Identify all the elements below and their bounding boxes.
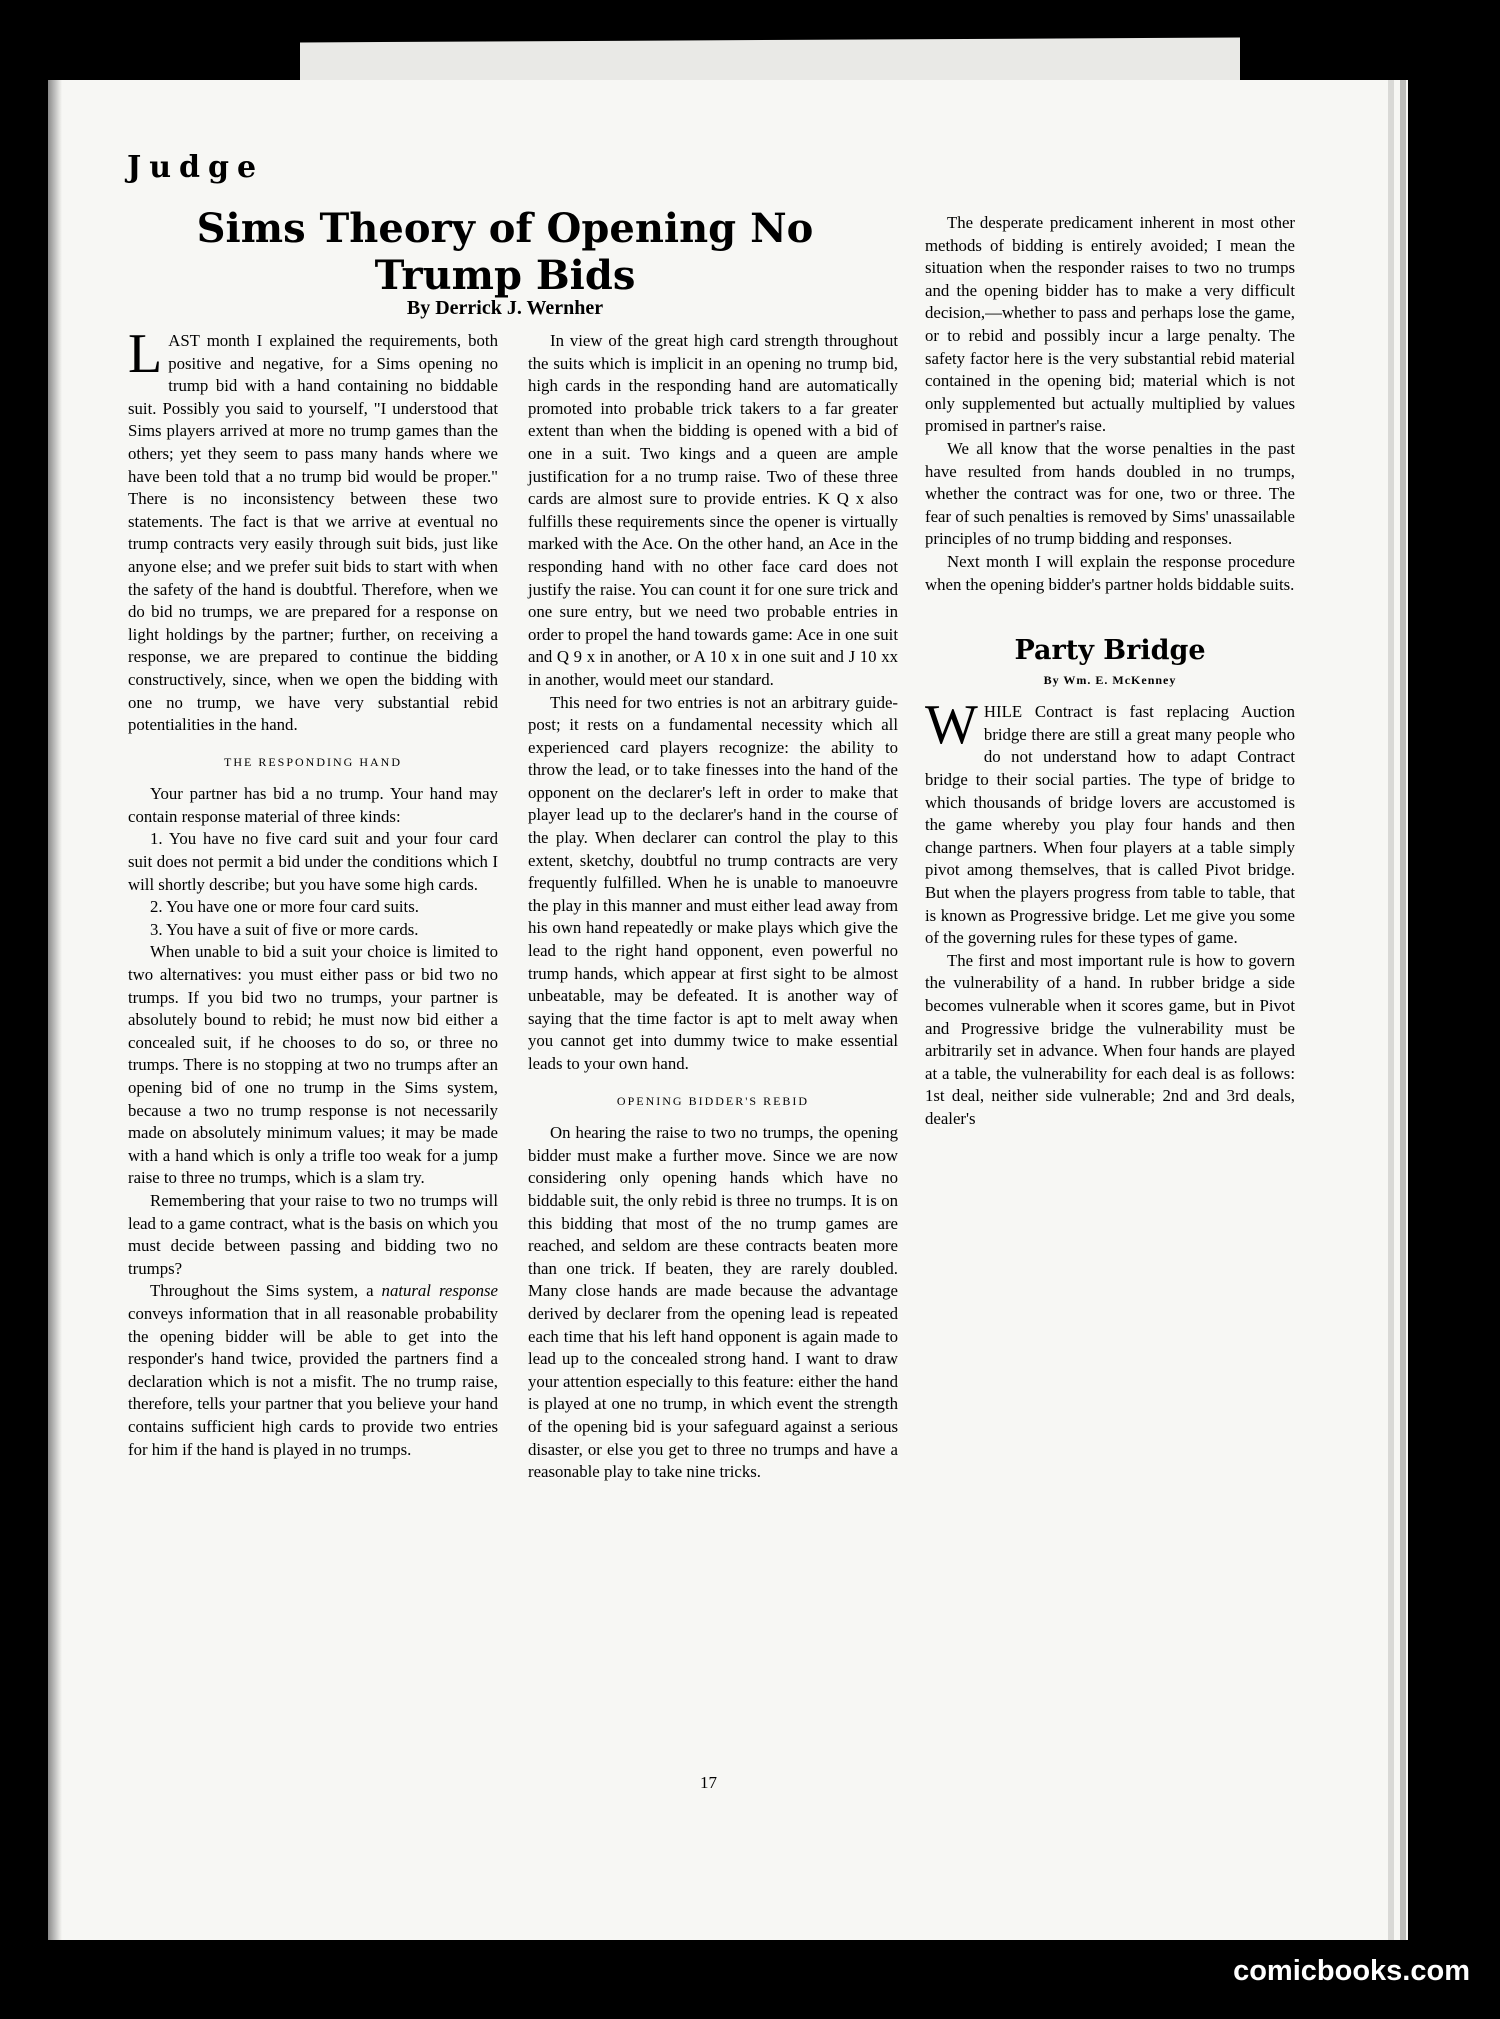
page-edge bbox=[1388, 80, 1394, 1940]
page-number: 17 bbox=[700, 1773, 717, 1792]
paragraph: Next month I will explain the response procedure when the opening bidder's partner holds biddable suits. bbox=[925, 551, 1295, 594]
paragraph: Your partner has bid a no trump. Your hand may contain response material of three kinds: bbox=[128, 784, 498, 826]
paragraph: The first and most important rule is how to govern the vulnerability of a hand. In rubber bridge a side becomes vulnerable when it scores game, but in Pivot and Progressive bridge the vulnerability must be arbitrarily set in advance. When four hands are played at a table, the vulnerability for each deal is as follows: 1st deal, neither side vulnerable; 2nd and 3rd deals, dealer's bbox=[925, 950, 1295, 1128]
section-subhead: THE RESPONDING HAND bbox=[224, 754, 402, 769]
article-byline: By Wm. E. McKenney bbox=[1043, 672, 1177, 687]
paragraph: The desperate predicament inherent in most other methods of bidding is entirely avoided; I mean the situation when the responder raises to two no trumps and the opening bidder has to make a very difficult decision,—whether to pass and perhaps lose the game, or to rebid and possibly incur a large penalty. The safety factor here is the very substantial rebid material contained in the opening bid; material which is not only supplemented but actually multiplied by values promised in partner's raise. bbox=[925, 213, 1295, 436]
article-title: Sims Theory of Opening No Trump Bids bbox=[196, 205, 814, 299]
paragraph: WHILE Contract is fast replacing Auction bridge there are still a great many people who do not understand how to adapt Contract bridge to their social parties. The type of bridge to which thousands of bridge lovers are accustomed is the game whereby you play four hands and then change partners. When four players at a table simply pivot among themselves, that is called Pivot bridge. But when the players progress from table to table, that is known as Progressive bridge. Let me give you some of the governing rules for these types of game. bbox=[925, 694, 1295, 948]
list-item: 2. You have one or more four card suits. bbox=[150, 897, 419, 917]
column-2 bbox=[528, 330, 898, 1484]
masthead: Judge bbox=[127, 150, 265, 185]
paragraph: We all know that the worse penalties in the past have resulted from hands doubled in no trumps, whether the contract was for one, two or three. The fear of such penalties is removed by Sims' unassailable principles of no trump bidding and responses. bbox=[925, 438, 1295, 549]
list-item: 1. You have no five card suit and your four card suit does not permit a bid under the conditions which I will shortly describe; but you have some high cards. bbox=[128, 829, 498, 894]
watermark: comicbooks.com bbox=[1233, 1955, 1470, 1987]
paragraph: In view of the great high card strength throughout the suits which is implicit in an opening no trump bid, high cards in the responding hand are automatically promoted into probable trick takers to a far greater extent than when the bidding is opened with a bid of one in a suit. Two kings and a queen are ample justification for a no trump raise. Two of these three cards are almost sure to provide entries. K Q x also fulfills these requirements since the opener is virtually marked with the Ace. On the other hand, an Ace in the responding hand with no other face card does not justify the raise. You can count it for one sure trick and one sure entry, but we need two probable entries in order to propel the hand towards game: Ace in one suit and Q 9 x in another, or A 10 x in one suit and J 10 xx in another, would meet our standard. bbox=[528, 331, 898, 689]
column-1 bbox=[128, 323, 499, 1461]
drop-cap: L bbox=[128, 323, 163, 385]
column-3 bbox=[925, 212, 1295, 1131]
paragraph: This need for two entries is not an arbitrary guide-post; it rests on a fundamental necessity which all experienced card players recognize: the ability to throw the lead, or to take finesses into the hand of the opponent on the declarer's left in order to make that player lead up to the declarer's hand in the course of the play. When declarer can control the play to this extent, sketchy, doubtful no trump contracts are very frequently fulfilled. When he is unable to manoeuvre the play in this manner and must either lead away from his own hand repeatedly or make plays which give the lead to the right hand opponent, even powerful no trump hands, which appear at first sight to be almost unbeatable, may be defeated. It is another way of saying that the time factor is apt to melt away when you cannot get into dummy twice to make essential leads to your own hand. bbox=[528, 692, 899, 1073]
paragraph: LAST month I explained the requirements, both positive and negative, for a Sims opening no trump bid with a hand containing no biddable suit. Possibly you said to yourself, "I understood that Sims players arrived at more no trump games than the others; yet they seem to pass many hands where we have been told that a no trump bid would be proper." There is no inconsistency between these two statements. The fact is that we arrive at eventual no trump contracts very easily through suit bids, just like anyone else; and we prefer suit bids to start with when the safety of the hand is doubtful. Therefore, when we do bid no trumps, we are prepared for a response on light holdings by the partner; further, on receiving a response, we are prepared to continue the bidding constructively, since, when we open the bidding with one no trump, we have very substantial rebid potentialities in the hand. bbox=[128, 323, 498, 735]
article-title: Party Bridge bbox=[1014, 635, 1206, 667]
section-subhead: OPENING BIDDER'S REBID bbox=[616, 1093, 810, 1108]
paragraph: When unable to bid a suit your choice is limited to two alternatives: you must either pass or bid two no trumps. If you bid two no trumps, your partner is absolutely bound to rebid; he must now bid either a concealed suit, if he chooses to do so, or three no trumps. There is no stopping at two no trumps after an opening bid of one no trump in the Sims system, because a two no trump response is not necessarily made on absolutely minimum values; it may be made with a hand which is only a trifle too weak for a jump raise to three no trumps, which is a slam try. bbox=[128, 942, 498, 1188]
paragraph: On hearing the raise to two no trumps, the opening bidder must make a further move. Since we are now considering only opening hands which have no biddable suit, the only rebid is three no trumps. It is on this bidding that most of the no trump games are reached, and seldom are these contracts beaten more than one trick. If beaten, they are rarely doubled. Many close hands are made because the advantage derived by declarer from the opening lead is repeated each time that his left hand opponent is again made to lead up to the concealed strong hand. I want to draw your attention especially to this feature: either the hand is played at one no trump, in which event the strength of the opening bid is your safeguard against a serious disaster, or else you get to three no trumps and have a reasonable play to take nine tricks. bbox=[528, 1123, 898, 1482]
emphasis: natural response bbox=[381, 1281, 498, 1301]
paragraph: Throughout the Sims system, a natural response conveys information that in all reasonable probability the opening bidder will be able to get into the responder's hand twice, provided the partners find a declaration which is not a misfit. The no trump raise, therefore, tells your partner that you believe your hand contains sufficient high cards to provide two entries for him if the hand is played in no trumps. bbox=[128, 1281, 498, 1459]
list-item: 3. You have a suit of five or more cards. bbox=[150, 919, 419, 939]
page-edge bbox=[1400, 80, 1406, 1940]
drop-cap: W bbox=[925, 694, 978, 757]
page-gutter-shadow bbox=[48, 80, 62, 1940]
paragraph: Remembering that your raise to two no trumps will lead to a game contract, what is the basis on which you must decide between passing and bidding two no trumps? bbox=[128, 1190, 499, 1278]
article-byline: By Derrick J. Wernher bbox=[406, 297, 604, 319]
